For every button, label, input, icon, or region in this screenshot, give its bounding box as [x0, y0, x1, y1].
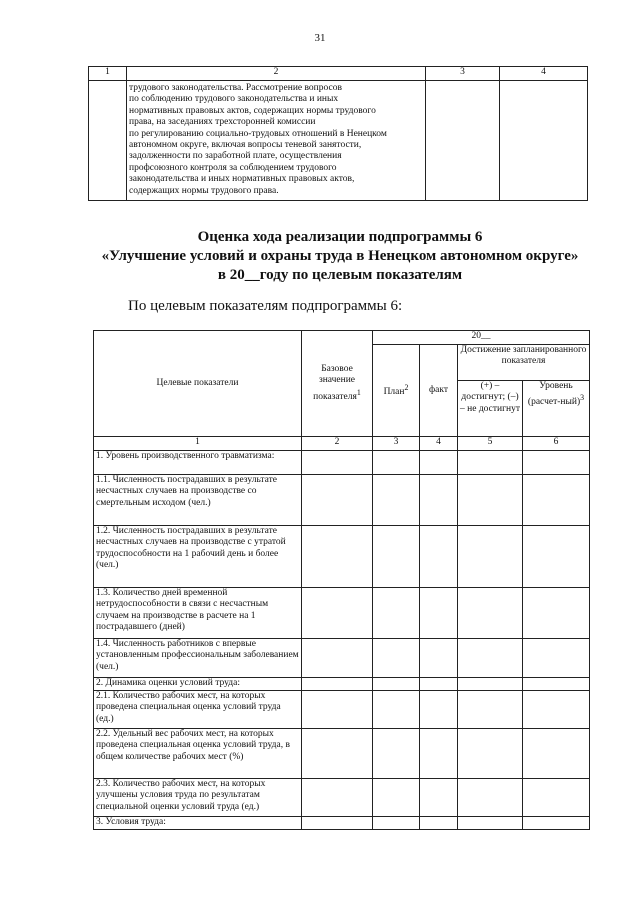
indicator-cell: 2.3. Количество рабочих мест, на которых улучшены условия труда по результатам специальной оценки условий труда (ед.)	[94, 779, 302, 817]
col-plan-label: План	[383, 387, 405, 398]
value-cell	[373, 588, 420, 639]
column-number: 3	[373, 437, 420, 451]
col-base-header	[302, 331, 373, 437]
value-cell	[523, 639, 590, 678]
continuation-table	[88, 66, 588, 201]
value-cell	[302, 691, 373, 729]
text-line: трудового законодательства. Рассмотрение вопросов	[129, 83, 342, 93]
indicator-cell: 1.1. Численность пострадавших в результате несчастных случаев на производстве со смертельным исходом (чел.)	[94, 475, 302, 526]
value-cell	[302, 678, 373, 691]
value-cell	[458, 729, 523, 779]
value-cell	[373, 526, 420, 588]
text-line: права, на заседаниях трехсторонней комиссии	[129, 117, 316, 128]
value-cell	[302, 451, 373, 475]
section-heading	[40, 228, 640, 285]
value-cell	[458, 588, 523, 639]
heading-line-2: «Улучшение условий и охраны труда в Ненецком автономном округе»	[101, 248, 579, 264]
indicator-cell: 2.1. Количество рабочих мест, на которых проведена специальная оценка условий труда (ед.)	[94, 691, 302, 729]
footnote-mark: 3	[580, 393, 585, 403]
header-cell: 3	[426, 67, 500, 81]
value-cell	[420, 588, 458, 639]
heading-line-3: в 20__году по целевым показателям	[217, 267, 463, 283]
footnote-mark: 1	[356, 387, 361, 397]
text-line: законодательства и иных нормативных правовых актов,	[129, 174, 355, 185]
table-row	[94, 779, 590, 817]
value-cell	[302, 729, 373, 779]
value-cell	[373, 639, 420, 678]
table-row	[94, 451, 590, 475]
empty-cell	[426, 81, 500, 201]
text-line: профсоюзного контроля за соблюдением трудового	[129, 162, 337, 173]
value-cell	[458, 779, 523, 817]
value-cell	[523, 729, 590, 779]
table-row	[94, 639, 590, 678]
col-plan-header	[373, 345, 420, 437]
value-cell	[458, 451, 523, 475]
value-cell	[458, 691, 523, 729]
value-cell	[458, 817, 523, 830]
value-cell	[458, 526, 523, 588]
col-indicators-header: Целевые показатели	[94, 331, 302, 437]
text-line: содержащих нормы трудового права.	[129, 185, 279, 196]
value-cell	[523, 526, 590, 588]
value-cell	[373, 817, 420, 830]
value-cell	[373, 691, 420, 729]
table-row	[94, 691, 590, 729]
footnote-mark: 2	[404, 383, 409, 393]
value-cell	[420, 475, 458, 526]
value-cell	[420, 691, 458, 729]
col-fact-header: факт	[420, 345, 458, 437]
indicator-cell: 1.2. Численность пострадавших в результате несчастных случаев на производстве с утратой трудоспособности на 1 рабочий день и более (чел.)	[94, 526, 302, 588]
header-cell: 2	[127, 67, 426, 81]
value-cell	[523, 678, 590, 691]
year-header: 20__	[373, 331, 590, 345]
empty-cell	[500, 81, 588, 201]
text-line: по регулированию социально-трудовых отношений в Ненецком	[129, 128, 387, 139]
value-cell	[373, 678, 420, 691]
col-base-label: Базовое значение показателя	[313, 363, 357, 402]
value-cell	[523, 451, 590, 475]
column-number: 6	[523, 437, 590, 451]
indicator-cell: 2.2. Удельный вес рабочих мест, на которых проведена специальная оценка условий труда, в общем количестве рабочих мест (%)	[94, 729, 302, 779]
value-cell	[420, 678, 458, 691]
page-number: 31	[314, 32, 326, 44]
col-achievement-header: Достижение запланированного показателя	[458, 345, 590, 381]
value-cell	[420, 526, 458, 588]
value-cell	[302, 588, 373, 639]
value-cell	[373, 475, 420, 526]
text-line: автономном округе, включая вопросы теневой занятости,	[129, 140, 362, 151]
heading-line-1: Оценка хода реализации подпрограммы 6	[197, 229, 483, 245]
table-row	[94, 475, 590, 526]
text-line: задолженности по заработной плате, осуществления	[129, 151, 342, 162]
table-row	[94, 729, 590, 779]
indicator-cell: 1.4. Численность работников с впервые установленным профессиональным заболеванием (чел.)	[94, 639, 302, 678]
value-cell	[420, 779, 458, 817]
value-cell	[420, 451, 458, 475]
indicator-cell: 2. Динамика оценки условий труда:	[94, 678, 302, 691]
value-cell	[523, 691, 590, 729]
col-reached-header: (+) – достигнут; (–) – не достигнут	[458, 381, 523, 437]
value-cell	[458, 475, 523, 526]
indicator-cell: 1.3. Количество дней временной нетрудоспособности в связи с несчастным случаем на производстве в расчете на 1 пострадавшего (дней)	[94, 588, 302, 639]
value-cell	[458, 678, 523, 691]
header-cell: 1	[89, 67, 127, 81]
value-cell	[302, 817, 373, 830]
column-number: 2	[302, 437, 373, 451]
column-number: 5	[458, 437, 523, 451]
continued-text-cell	[127, 81, 426, 201]
column-number: 4	[420, 437, 458, 451]
indicators-table	[93, 330, 590, 830]
value-cell	[420, 729, 458, 779]
col-level-header	[523, 381, 590, 437]
subheading: По целевым показателям подпрограммы 6:	[128, 298, 403, 314]
table-row	[94, 526, 590, 588]
value-cell	[302, 475, 373, 526]
value-cell	[420, 639, 458, 678]
header-cell: 4	[500, 67, 588, 81]
value-cell	[420, 817, 458, 830]
empty-cell	[89, 81, 127, 201]
table-row	[94, 678, 590, 691]
table-row	[94, 817, 590, 830]
value-cell	[523, 475, 590, 526]
table-row	[94, 588, 590, 639]
value-cell	[302, 526, 373, 588]
value-cell	[373, 729, 420, 779]
value-cell	[458, 639, 523, 678]
value-cell	[373, 779, 420, 817]
value-cell	[302, 779, 373, 817]
text-line: нормативных правовых актов, содержащих нормы трудового	[129, 105, 376, 116]
text-line: по соблюдению трудового законодательства и иных	[129, 94, 339, 105]
indicator-cell: 1. Уровень производственного травматизма:	[94, 451, 302, 475]
value-cell	[373, 451, 420, 475]
value-cell	[523, 779, 590, 817]
value-cell	[302, 639, 373, 678]
col-level-label: Уровень (расчет-ный)	[527, 381, 581, 408]
value-cell	[523, 817, 590, 830]
value-cell	[523, 588, 590, 639]
column-number: 1	[94, 437, 302, 451]
indicator-cell: 3. Условия труда:	[94, 817, 302, 830]
